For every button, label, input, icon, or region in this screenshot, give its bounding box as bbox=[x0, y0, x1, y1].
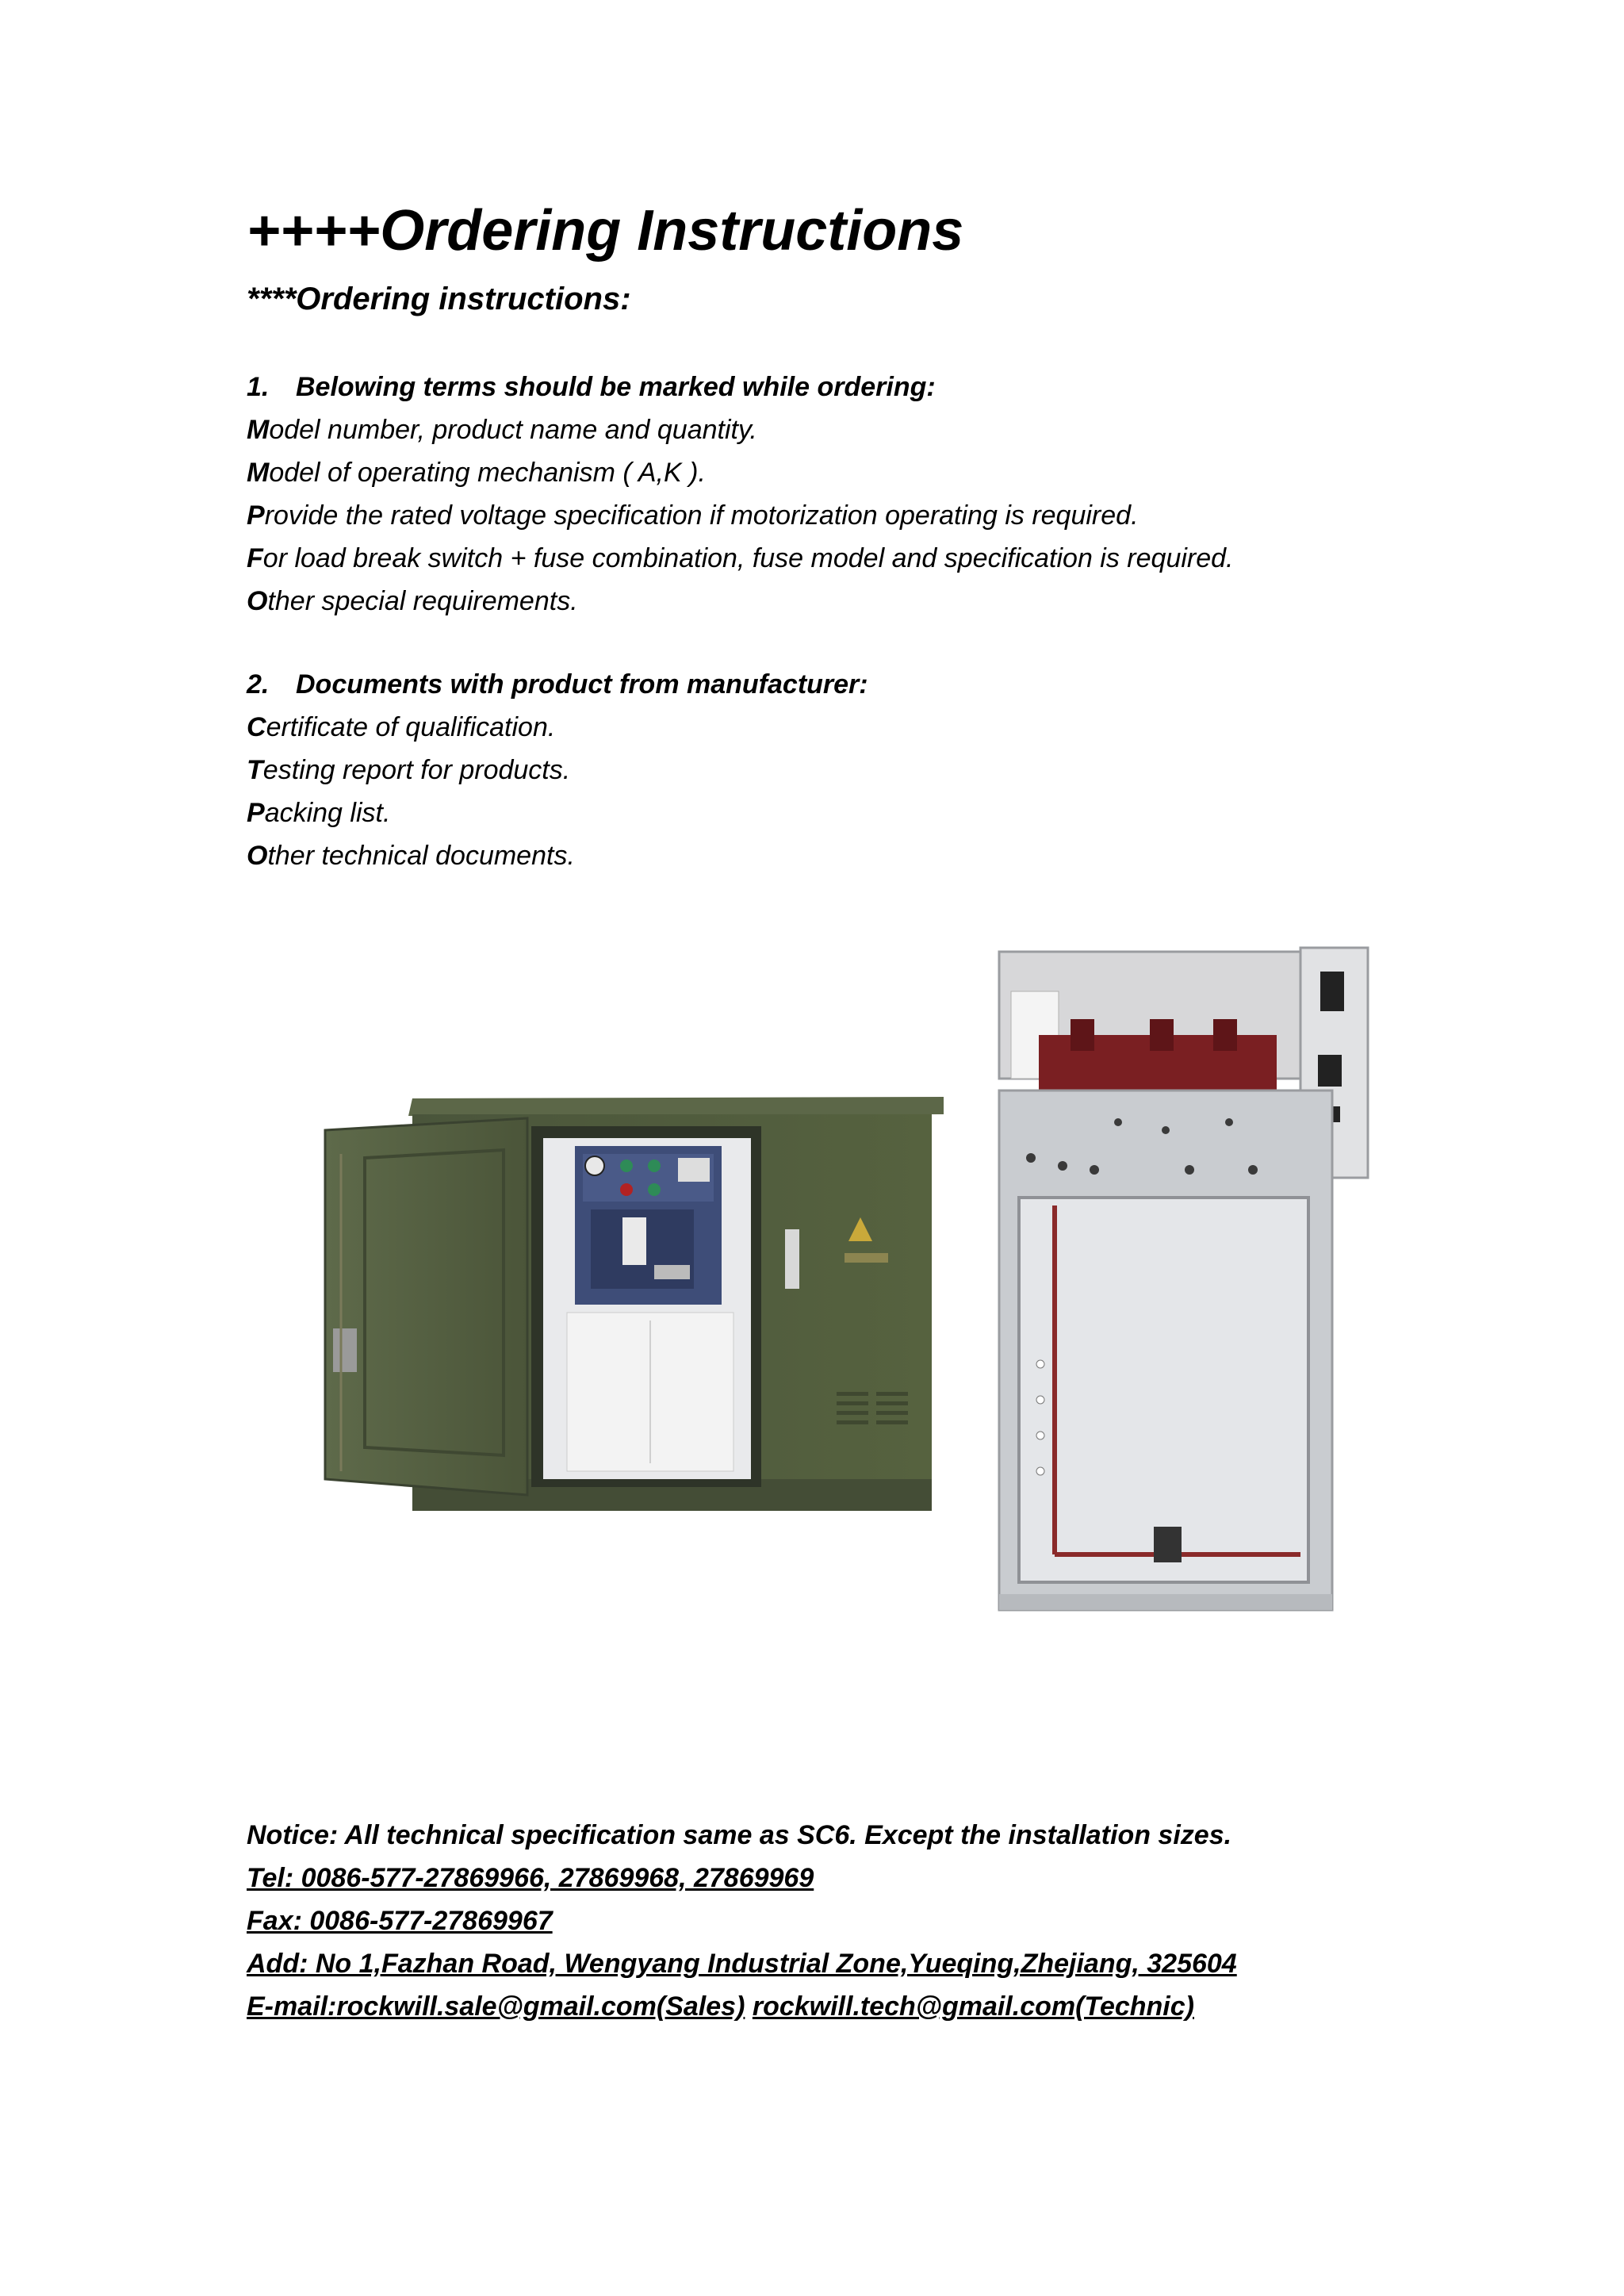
section2-heading bbox=[247, 669, 868, 700]
email-tech-link[interactable]: rockwill.tech@gmail.com(Technic) bbox=[752, 1991, 1194, 2022]
open-door bbox=[325, 1118, 527, 1495]
section2-item bbox=[247, 797, 390, 829]
section1-heading bbox=[247, 371, 936, 403]
cabinet-roof bbox=[408, 1097, 944, 1116]
fax-text: Fax: 0086-577-27869967 bbox=[247, 1906, 553, 1936]
tel-text: Tel: 0086-577-27869966, 27869968, 27869969 bbox=[247, 1863, 814, 1893]
item-initial: F bbox=[247, 543, 263, 573]
section1-number: 1. bbox=[247, 372, 270, 402]
item-text: odel number, product name and quantity. bbox=[269, 415, 757, 445]
item-initial: M bbox=[247, 415, 270, 445]
item-text: esting report for products. bbox=[262, 755, 571, 785]
section2-item bbox=[247, 840, 575, 872]
section1-item bbox=[247, 457, 706, 489]
item-initial: P bbox=[247, 798, 265, 828]
section1-heading-text: Belowing terms should be marked while ordering: bbox=[296, 372, 936, 402]
metal-frame-image bbox=[991, 944, 1372, 1618]
address-text: Add: No 1,Fazhan Road, Wengyang Industrial Zone,Yueqing,Zhejiang, 325604 bbox=[247, 1949, 1237, 1979]
notice-text: Notice: All technical specification same as SC6. Except the installation sizes. bbox=[247, 1820, 1232, 1850]
item-text: acking list. bbox=[264, 798, 391, 828]
section1-item bbox=[247, 585, 578, 617]
item-initial: T bbox=[247, 755, 263, 785]
item-text: ertificate of qualification. bbox=[266, 712, 556, 742]
item-text: ther technical documents. bbox=[267, 841, 575, 871]
item-text: odel of operating mechanism ( A,K ). bbox=[269, 458, 706, 488]
section2-number: 2. bbox=[247, 669, 270, 700]
green-cabinet-image bbox=[305, 1083, 963, 1535]
section2-heading-text: Documents with product from manufacturer: bbox=[296, 669, 868, 700]
email-line bbox=[247, 1991, 1194, 2022]
section2-item bbox=[247, 754, 570, 786]
section1-item bbox=[247, 414, 757, 446]
item-initial: O bbox=[247, 841, 268, 871]
item-initial: O bbox=[247, 586, 268, 616]
section2-item bbox=[247, 711, 555, 743]
page-subtitle: ****Ordering instructions: bbox=[247, 282, 631, 316]
section1-item bbox=[247, 500, 1139, 531]
section1-item bbox=[247, 542, 1234, 574]
email-label: E-mail: bbox=[247, 1991, 337, 2022]
item-initial: P bbox=[247, 500, 265, 531]
page-title: ++++Ordering Instructions bbox=[247, 199, 964, 263]
gauge-icon bbox=[585, 1156, 604, 1175]
item-initial: M bbox=[247, 458, 270, 488]
item-text: rovide the rated voltage specification if motorization operating is required. bbox=[264, 500, 1139, 531]
frame-opening bbox=[1019, 1198, 1308, 1582]
item-text: ther special requirements. bbox=[267, 586, 578, 616]
item-initial: C bbox=[247, 712, 266, 742]
item-text: or load break switch + fuse combination, fuse model and specification is required. bbox=[262, 543, 1234, 573]
email-sales-link[interactable]: rockwill.sale@gmail.com(Sales) bbox=[336, 1991, 745, 2022]
